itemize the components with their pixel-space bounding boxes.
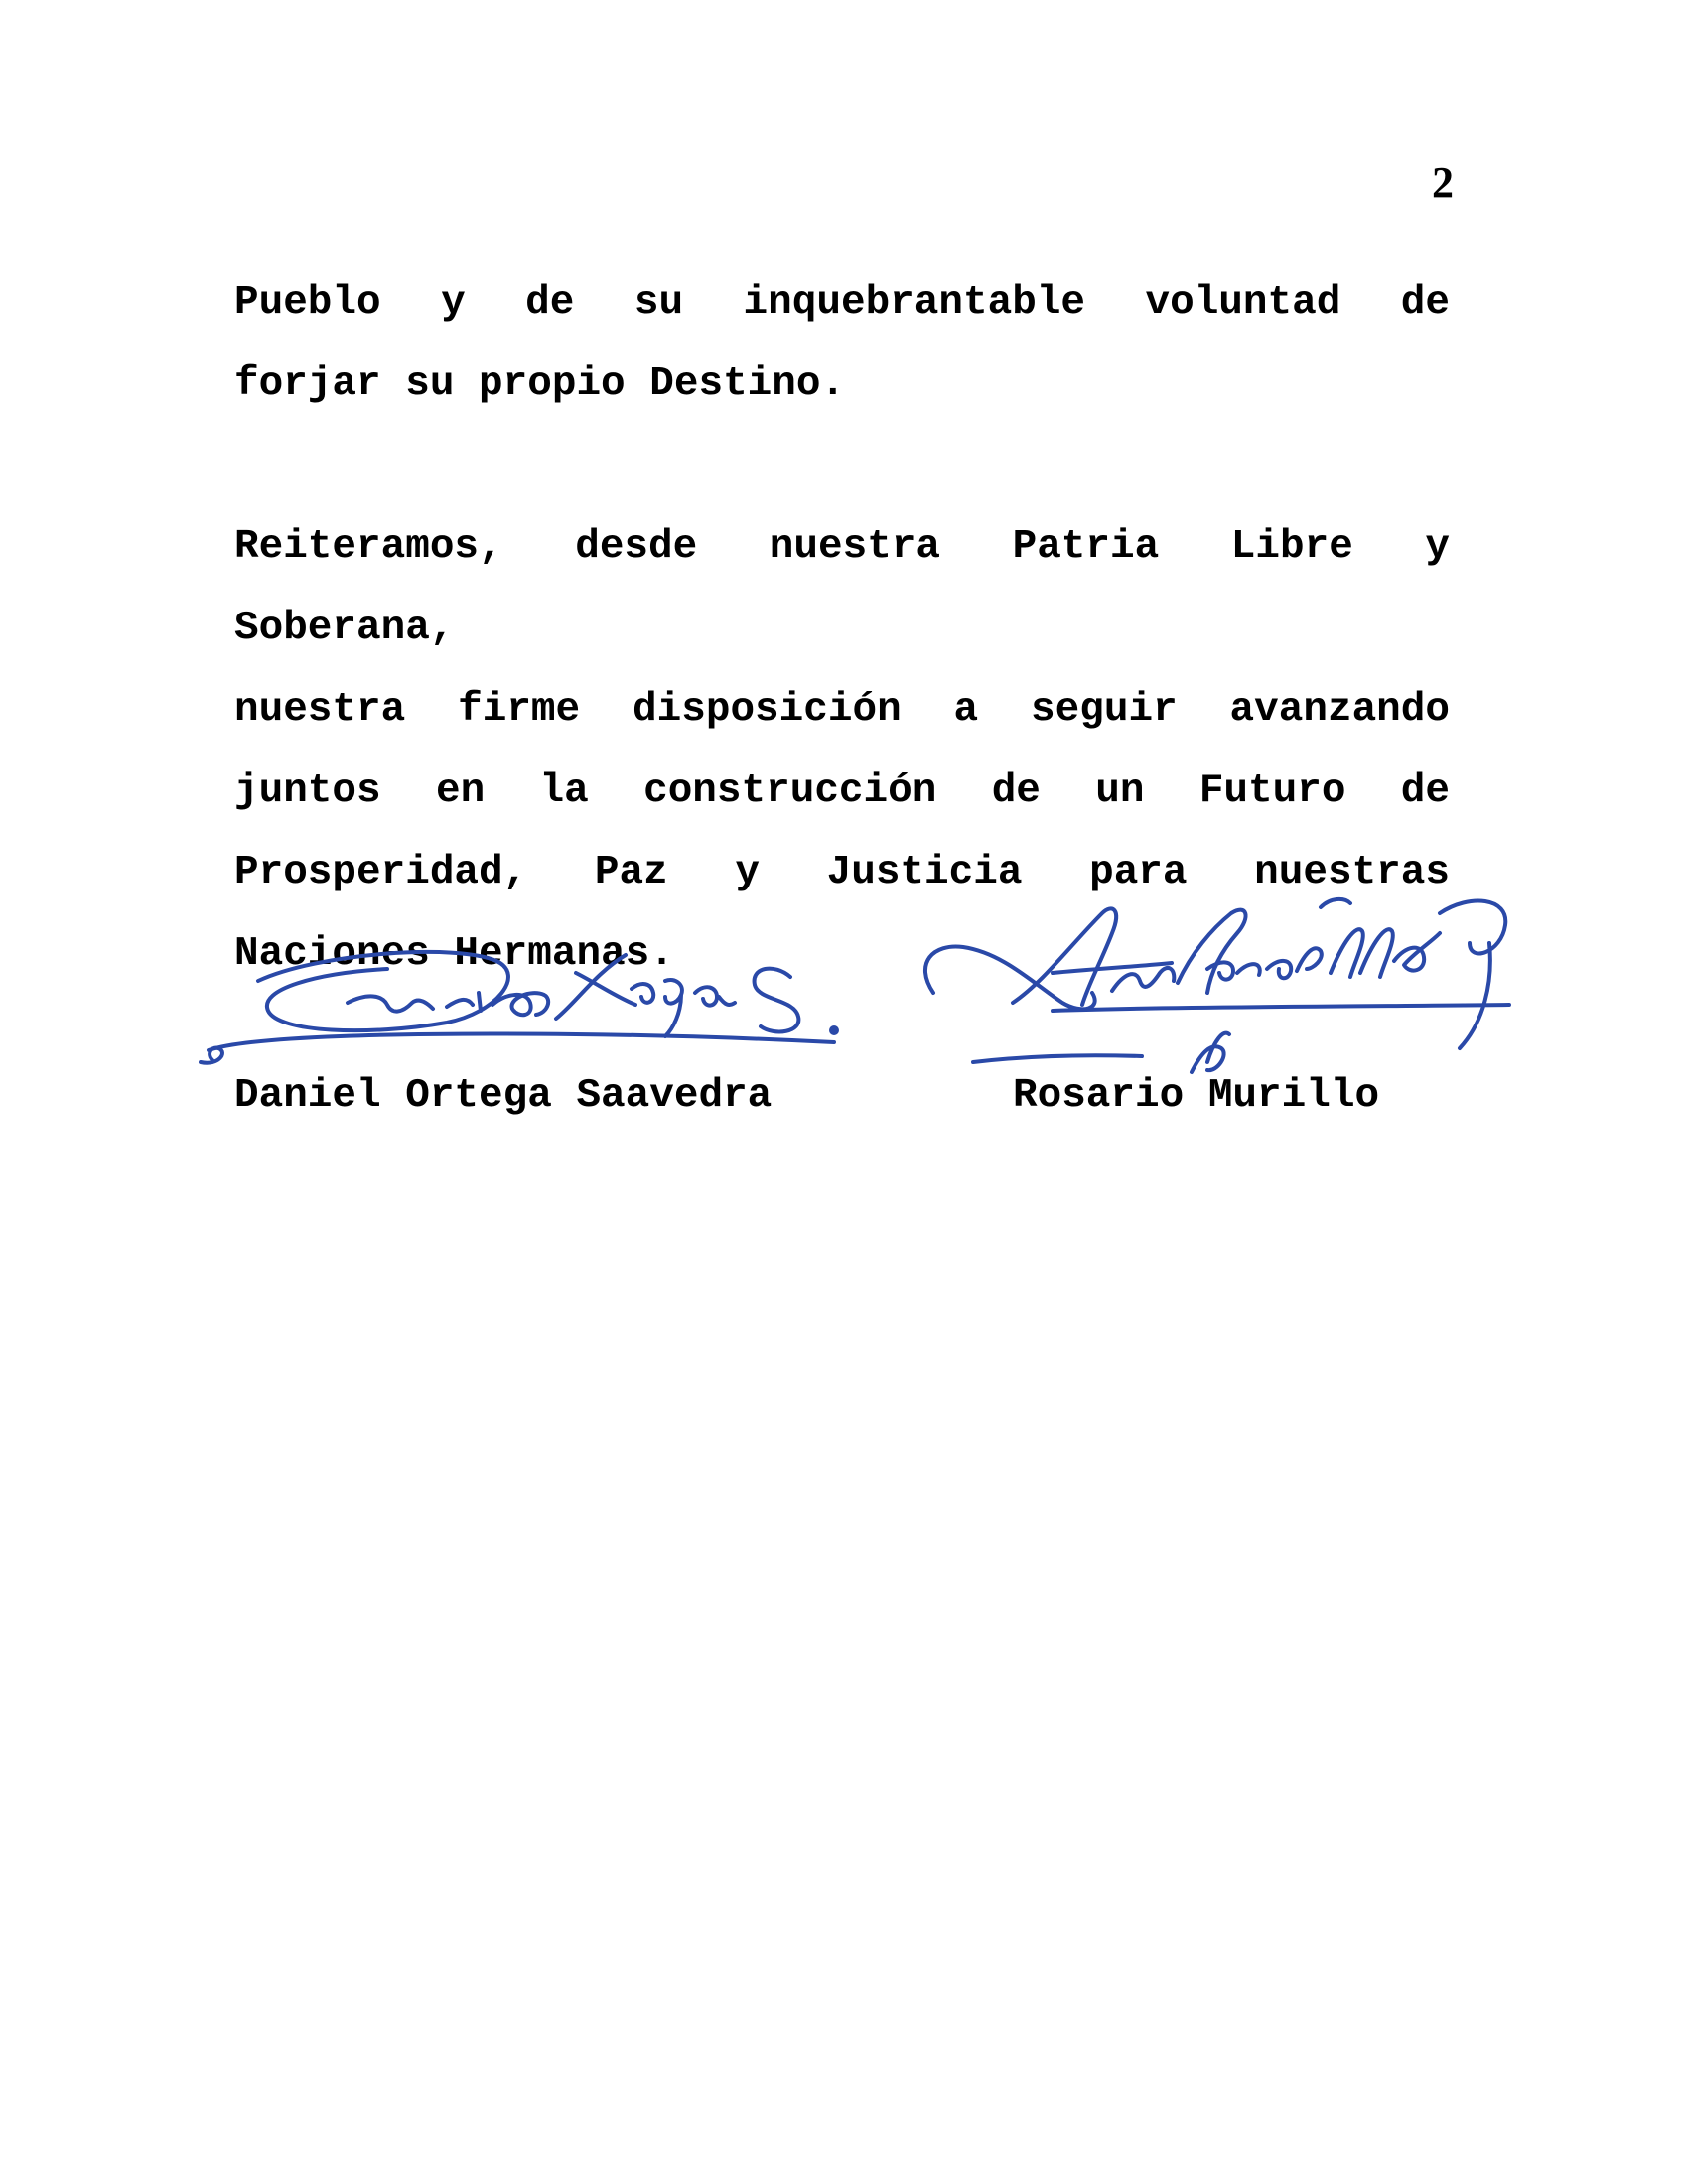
paragraph-line: juntos en la construcción de un Futuro de [234,768,1450,814]
signer-name-left: Daniel Ortega Saavedra [234,1073,773,1119]
paragraph-line: Naciones Hermanas. [234,931,674,977]
paragraph-line: Pueblo y de su inquebrantable voluntad de [234,280,1450,326]
paragraph-line: Reiteramos, desde nuestra Patria Libre y Soberana, [234,524,1450,651]
signature-rosario-murillo [914,874,1529,1092]
signature-daniel-ortega [199,933,874,1072]
paragraph-line: forjar su propio Destino. [234,361,846,407]
page-number: 2 [1432,158,1454,206]
signer-name-right: Rosario Murillo [1013,1073,1380,1119]
paragraph-1 [234,262,1450,425]
paragraph-line: Prosperidad, Paz y Justicia para nuestras [234,850,1450,895]
paragraph-line: nuestra firme disposición a seguir avanzando [234,687,1450,733]
